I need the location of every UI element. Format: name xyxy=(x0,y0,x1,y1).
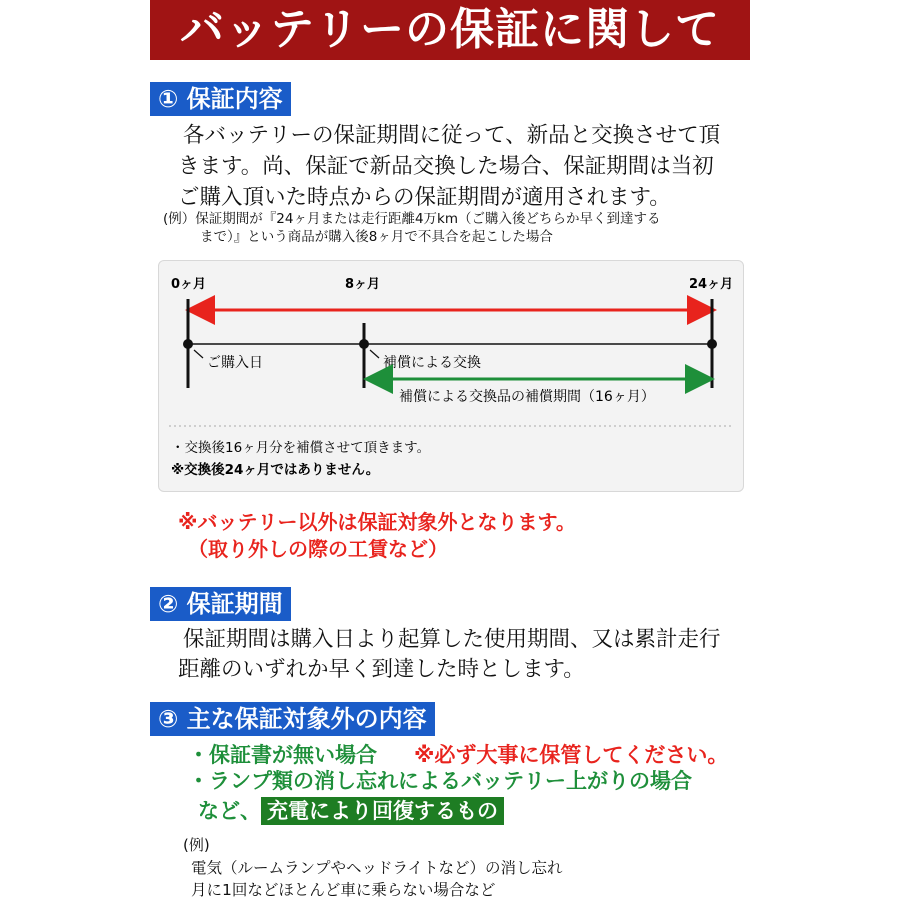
exclusion-etc xyxy=(198,796,504,826)
label-0-months: 0ヶ月 xyxy=(171,277,207,292)
label-8-months: 8ヶ月 xyxy=(345,277,381,292)
page-title-banner: バッテリーの保証に関して xyxy=(150,0,750,60)
purchase-pointer xyxy=(194,350,203,358)
keep-safe-note: ※必ず大事に保管してください。 xyxy=(414,743,729,767)
purchase-point xyxy=(183,339,193,349)
purchase-date-label: ご購入日 xyxy=(207,355,263,371)
timeline-diagram-box xyxy=(158,260,744,492)
replacement-period-label: 補償による交換品の補償期間（16ヶ月） xyxy=(399,389,655,405)
section-heading-exclusions: ③ 主な保証対象外の内容 xyxy=(150,702,435,736)
label-24-months: 24ヶ月 xyxy=(689,277,734,292)
exchange-label: 補償による交換 xyxy=(383,355,481,371)
recoverable-by-charging-highlight: 充電により回復するもの xyxy=(261,797,504,825)
section-heading-warranty-content: ① 保証内容 xyxy=(150,82,291,116)
exclusion-etc-prefix: など、 xyxy=(198,799,261,823)
non-battery-excluded-note: ※バッテリー以外は保証対象外となります。 xyxy=(178,510,576,534)
end-point xyxy=(707,339,717,349)
example-line-2: まで）』という商品が購入後8ヶ月で不具合を起こした場合 xyxy=(200,229,553,245)
note-16-months: ・交換後16ヶ月分を補償させて頂きます。 xyxy=(171,440,431,456)
warranty-period-line-2: 距離のいずれか早く到達した時とします。 xyxy=(178,657,585,682)
example-label: (例) xyxy=(183,836,210,854)
labor-cost-note: （取り外しの際の工賃など） xyxy=(188,537,448,561)
warranty-content-line-1: 各バッテリーの保証期間に従って、新品と交換させて頂 xyxy=(183,123,721,148)
example-line-1: (例）保証期間が『24ヶ月または走行距離4万km（ご購入後どちらか早く到達する xyxy=(163,211,661,227)
warranty-period-line-1: 保証期間は購入日より起算した使用期間、又は累計走行 xyxy=(183,627,721,652)
example-rarely-driven: 月に1回などほとんど車に乗らない場合など xyxy=(191,881,496,899)
exclusion-lamp-left-on: ・ランプ類の消し忘れによるバッテリー上がりの場合 xyxy=(188,769,692,793)
warranty-content-line-3: ご購入頂いた時点からの保証期間が適用されます。 xyxy=(178,185,671,210)
section-heading-warranty-period: ② 保証期間 xyxy=(150,587,291,621)
example-forgot-lights: 電気（ルームランプやヘッドライトなど）の消し忘れ xyxy=(191,859,563,877)
exclusion-no-warranty-card: ・保証書が無い場合 xyxy=(188,743,377,767)
timeline-diagram xyxy=(159,261,743,491)
note-not-24-months: ※交換後24ヶ月ではありません。 xyxy=(171,462,380,478)
warranty-content-line-2: きます。尚、保証で新品交換した場合、保証期間は当初 xyxy=(178,154,714,179)
exchange-point xyxy=(359,339,369,349)
exchange-pointer xyxy=(370,350,379,358)
